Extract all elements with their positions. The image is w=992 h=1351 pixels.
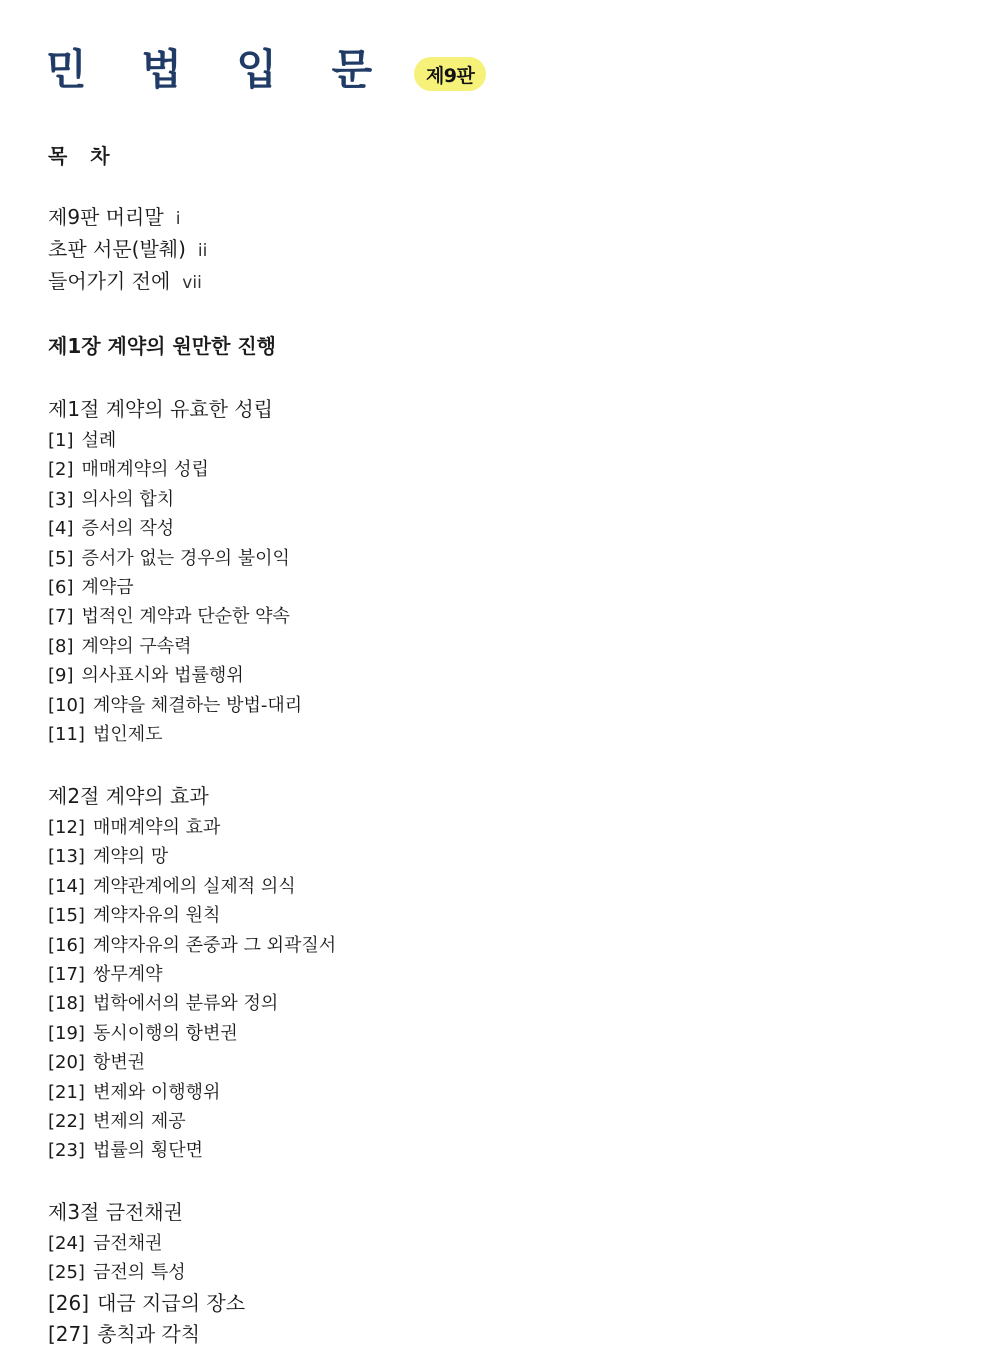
entry-number: [12]	[48, 817, 85, 838]
front-matter-item	[48, 233, 207, 265]
section-3	[48, 1195, 245, 1350]
edition-badge: 제9판	[414, 57, 486, 91]
entry-text: 계약금	[81, 576, 134, 598]
front-matter-label: 초판 서문(발췌)	[48, 237, 186, 261]
toc-entry	[48, 632, 302, 661]
entry-text: 변제와 이행행위	[92, 1081, 221, 1103]
entry-text: 증서가 없는 경우의 불이익	[81, 547, 290, 569]
entry-text: 법인제도	[92, 723, 163, 745]
entry-text: 금전의 특성	[92, 1262, 186, 1284]
toc-entry	[48, 1048, 336, 1077]
entry-text: 변제의 제공	[92, 1110, 186, 1132]
toc-entry	[48, 813, 336, 842]
entry-text: 쌍무계약	[92, 963, 163, 985]
entry-number: [21]	[48, 1081, 85, 1103]
section-2	[48, 779, 336, 1166]
front-matter-list	[48, 201, 207, 297]
chapter-title: 제1장 계약의 원만한 진행	[48, 334, 277, 358]
toc-entry	[48, 1258, 245, 1287]
front-matter-page: i	[175, 209, 181, 229]
entry-text: 대금 지급의 장소	[97, 1290, 246, 1315]
toc-entry	[48, 901, 336, 930]
entry-number: [20]	[48, 1052, 85, 1074]
entry-text: 총칙과 각칙	[97, 1321, 201, 1346]
entry-number: [2]	[48, 459, 74, 481]
entry-text: 계약자유의 존중과 그 외곽질서	[92, 934, 337, 956]
toc-entry	[48, 1107, 336, 1136]
entry-text: 계약의 구속력	[81, 635, 192, 657]
entry-number: [1]	[48, 430, 74, 451]
entry-number: [8]	[48, 635, 74, 657]
entry-number: [27]	[48, 1321, 90, 1346]
section-title: 제2절 계약의 효과	[48, 784, 209, 808]
toc-entry	[48, 989, 336, 1018]
toc-entry	[48, 1019, 336, 1048]
toc-entry	[48, 872, 336, 901]
toc-entry	[48, 691, 302, 720]
entry-text: 법학에서의 분류와 정의	[92, 993, 279, 1015]
toc-entry	[48, 1288, 245, 1319]
front-matter-page: ii	[197, 241, 208, 261]
toc-entry	[48, 960, 336, 989]
front-matter-item	[48, 201, 207, 233]
toc-entry	[48, 720, 302, 749]
entry-text: 항변권	[92, 1052, 146, 1074]
entry-text: 의사의 합치	[81, 488, 175, 510]
toc-entry	[48, 602, 302, 631]
section-title: 제3절 금전채권	[48, 1200, 184, 1224]
entry-number: [19]	[48, 1022, 85, 1044]
entry-number: [14]	[48, 875, 85, 897]
entry-number: [18]	[48, 993, 85, 1015]
entry-text: 계약을 체결하는 방법-대리	[92, 694, 303, 716]
toc-entry	[48, 1136, 336, 1165]
entry-number: [15]	[48, 905, 85, 927]
entry-number: [16]	[48, 934, 85, 956]
toc-entry	[48, 931, 336, 960]
entry-number: [17]	[48, 963, 85, 985]
book-title: 민 법 입 문	[46, 45, 393, 94]
toc-entry	[48, 426, 302, 455]
toc-heading: 목 차	[48, 144, 118, 168]
toc-entry	[48, 573, 302, 602]
entry-text: 증서의 작성	[81, 518, 175, 540]
section-title: 제1절 계약의 유효한 성립	[48, 397, 273, 421]
entry-number: [6]	[48, 576, 74, 598]
entry-text: 계약자유의 원칙	[92, 905, 221, 927]
entry-text: 매매계약의 성립	[81, 459, 209, 481]
entry-number: [22]	[48, 1110, 85, 1132]
entry-text: 법적인 계약과 단순한 약속	[81, 606, 290, 628]
entry-number: [4]	[48, 518, 74, 540]
toc-entry	[48, 514, 302, 543]
toc-entry	[48, 1319, 245, 1350]
entry-text: 법률의 횡단면	[92, 1140, 204, 1162]
entry-number: [25]	[48, 1262, 85, 1284]
toc-entry	[48, 544, 302, 573]
toc-entry	[48, 455, 302, 484]
entry-number: [7]	[48, 606, 74, 628]
entry-text: 매매계약의 효과	[92, 817, 221, 838]
toc-entry	[48, 1229, 245, 1258]
front-matter-label: 제9판 머리말	[48, 205, 164, 229]
front-matter-item	[48, 265, 207, 297]
entry-number: [5]	[48, 547, 74, 569]
front-matter-label: 들어가기 전에	[48, 269, 171, 293]
entry-number: [3]	[48, 488, 74, 510]
toc-entry	[48, 485, 302, 514]
toc-entry	[48, 1078, 336, 1107]
front-matter-page: vii	[182, 273, 202, 293]
entry-number: [10]	[48, 694, 85, 716]
entry-text: 동시이행의 항변권	[92, 1022, 238, 1044]
entry-number: [24]	[48, 1233, 85, 1254]
entry-number: [23]	[48, 1140, 85, 1162]
entry-text: 금전채권	[92, 1233, 163, 1254]
entry-text: 계약관계에의 실제적 의식	[92, 875, 296, 897]
entry-number: [13]	[48, 846, 85, 868]
toc-entry	[48, 661, 302, 690]
section-1	[48, 392, 302, 749]
entry-number: [9]	[48, 665, 74, 687]
toc-entry	[48, 842, 336, 871]
title-row	[46, 40, 486, 100]
entry-text: 계약의 망	[92, 846, 169, 868]
entry-text: 의사표시와 법률행위	[81, 665, 244, 687]
entry-number: [11]	[48, 723, 85, 745]
entry-number: [26]	[48, 1290, 90, 1315]
entry-text: 설례	[81, 430, 117, 451]
